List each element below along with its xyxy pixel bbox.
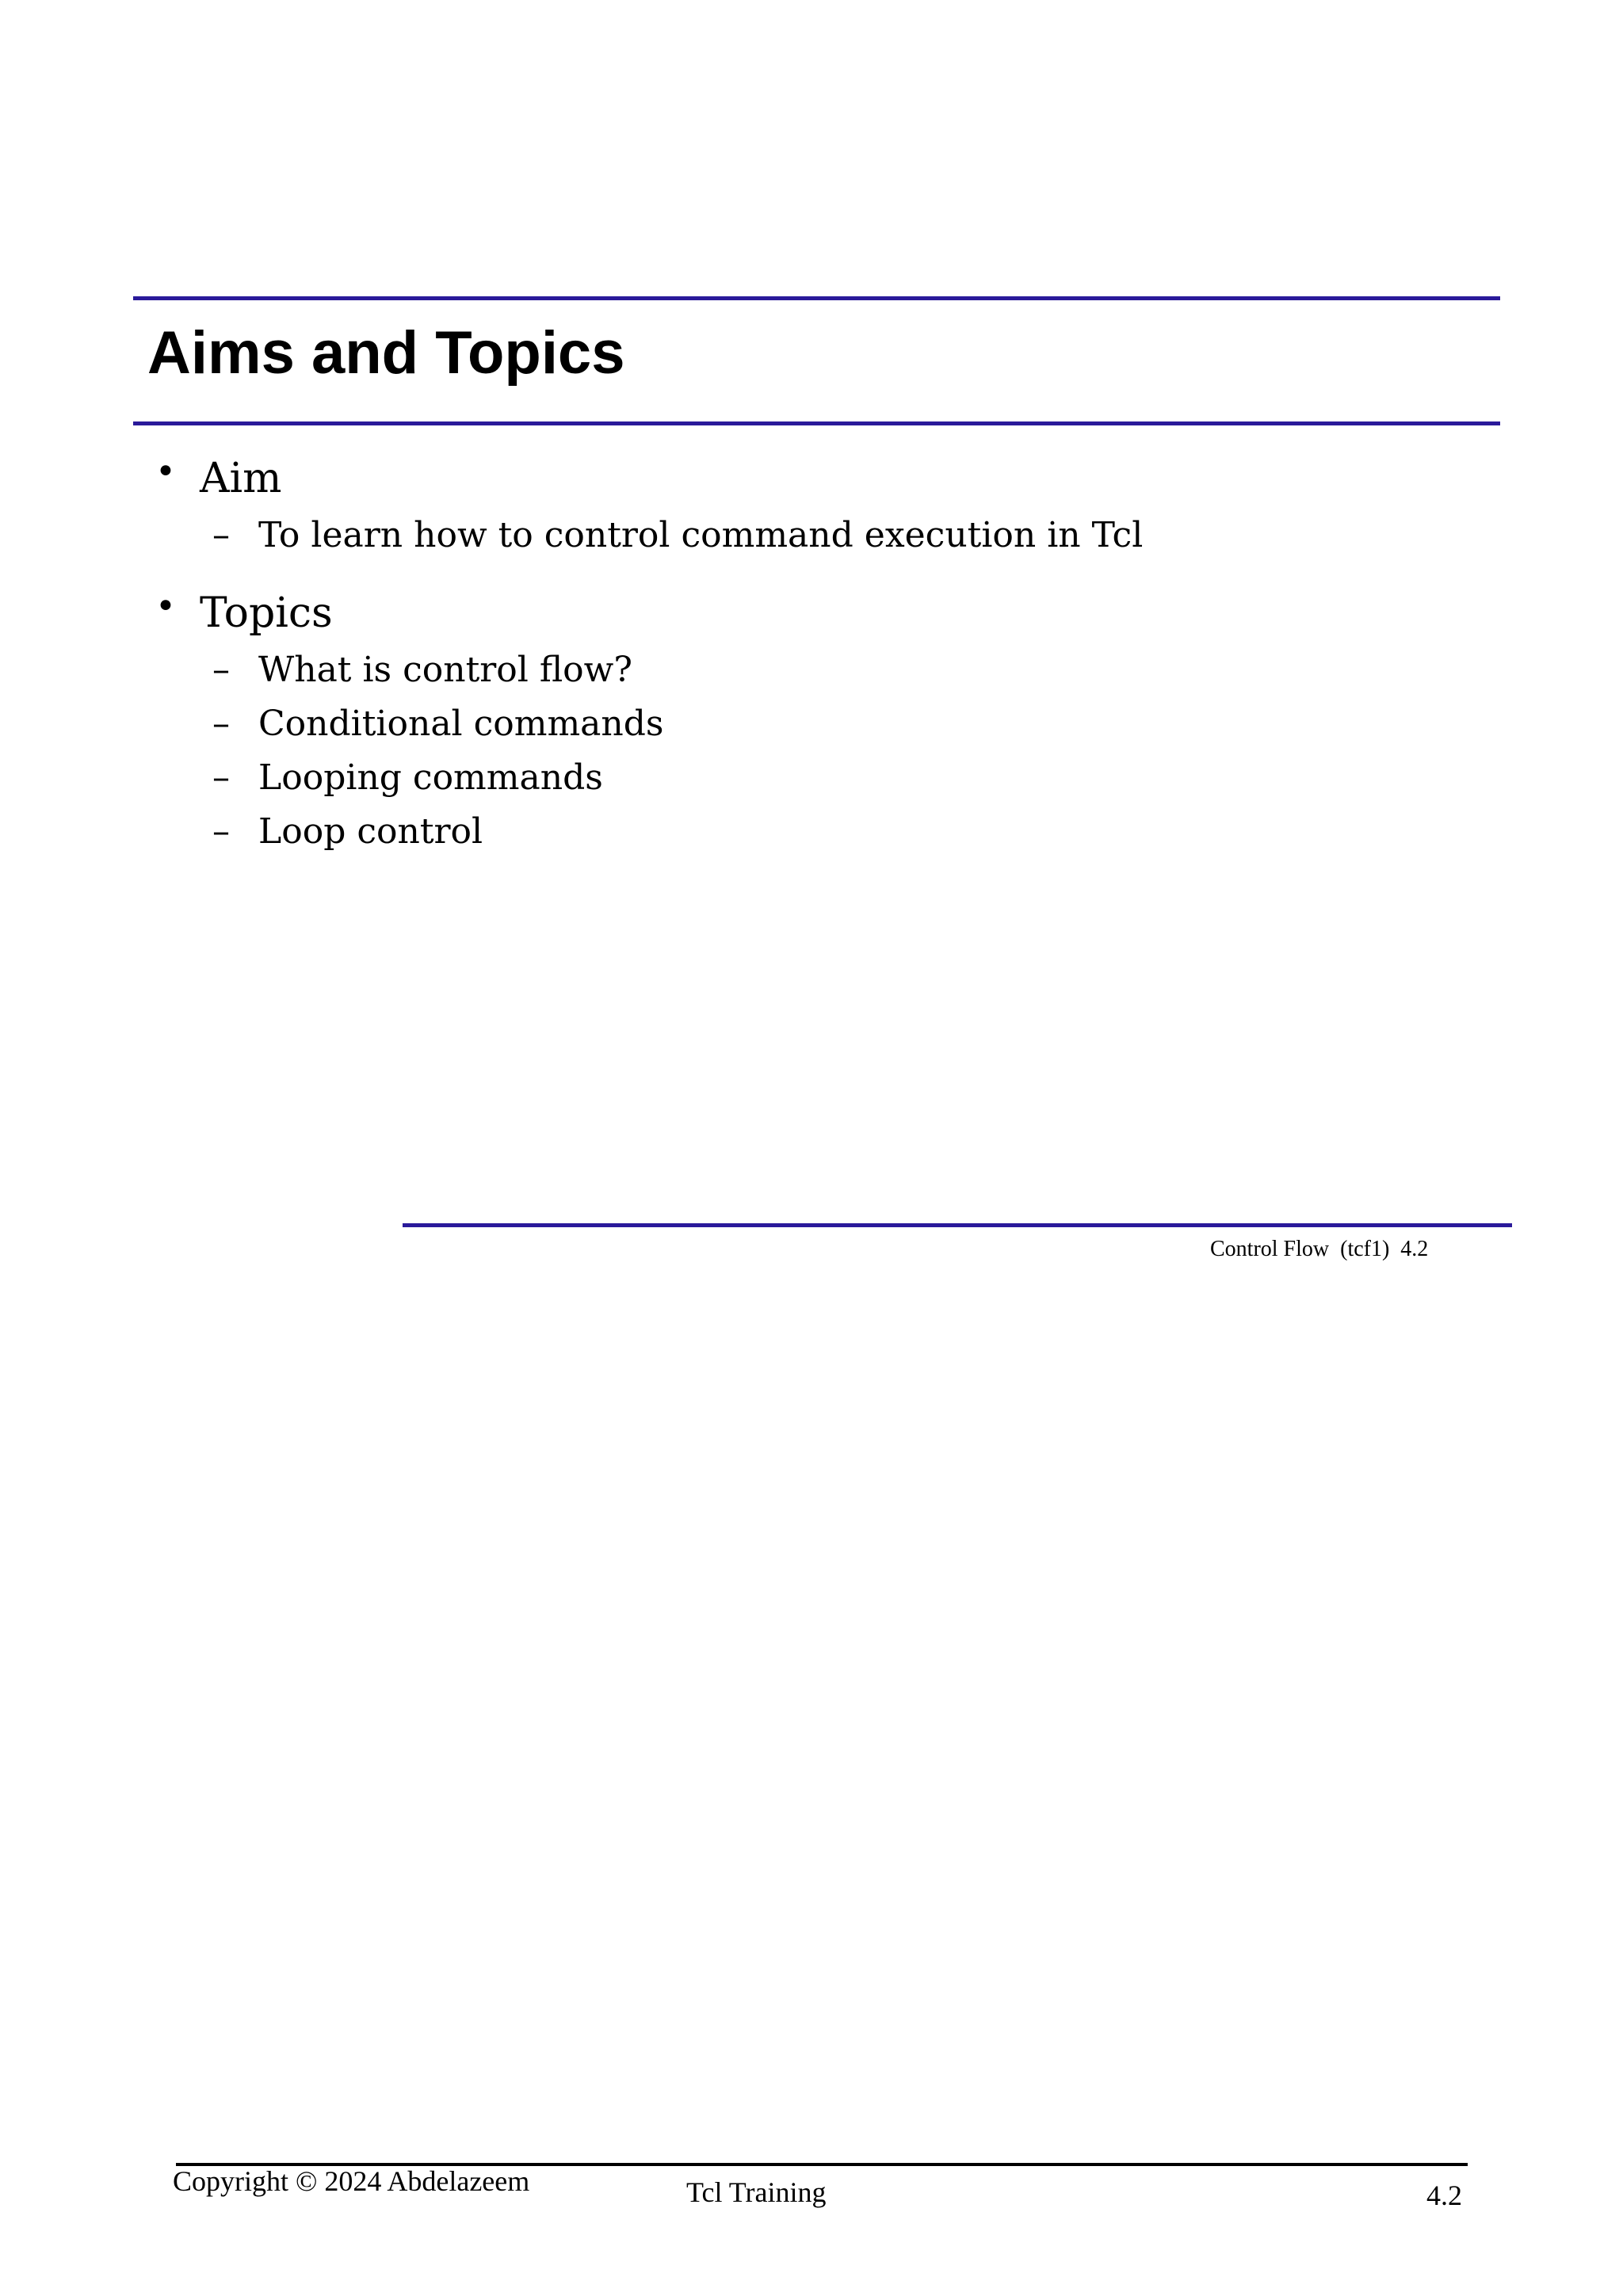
sub-item-text: Loop control — [258, 811, 483, 852]
bullet-dot-icon: • — [155, 586, 176, 627]
bullet-heading: Aim — [200, 455, 282, 502]
sub-item-text: Looping commands — [258, 757, 603, 798]
title-top-rule — [133, 296, 1500, 300]
dash-icon: – — [212, 757, 230, 798]
slide-bottom-rule — [403, 1223, 1512, 1227]
sub-item-text: Conditional commands — [258, 704, 664, 744]
title-bottom-rule — [133, 421, 1500, 425]
bullet-dot-icon: • — [155, 452, 176, 492]
course-title: Tcl Training — [686, 2176, 827, 2208]
dash-icon: – — [212, 515, 230, 555]
slide-title: Aims and Topics — [147, 319, 625, 387]
bullet-heading: Topics — [200, 589, 333, 637]
dash-icon: – — [212, 704, 230, 744]
sub-item-text: What is control flow? — [258, 650, 632, 690]
slide-footer-label: Control Flow (tcf1) 4.2 — [1210, 1237, 1429, 1261]
page-number: 4.2 — [1426, 2180, 1462, 2211]
dash-icon: – — [212, 811, 230, 852]
sub-item-text: To learn how to control command execution in Tcl — [258, 515, 1144, 555]
copyright-text: Copyright © 2024 Abdelazeem — [173, 2165, 530, 2197]
dash-icon: – — [212, 650, 230, 690]
